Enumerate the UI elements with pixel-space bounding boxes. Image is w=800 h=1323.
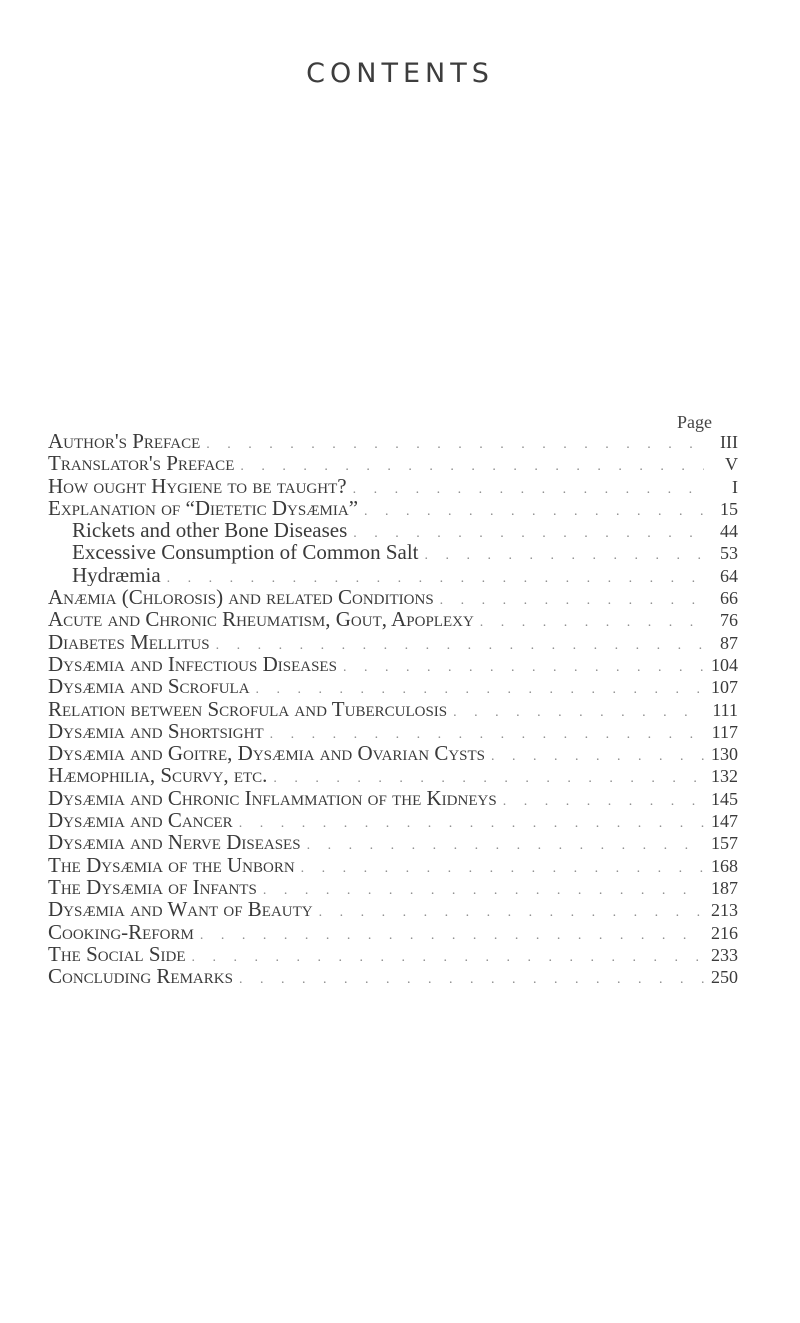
toc-entry-page-number: 145 [711, 788, 738, 809]
toc-entry-page-number: I [732, 476, 738, 497]
toc-entry-title: Author's Preface [48, 430, 201, 453]
dot-leader [192, 947, 705, 965]
dot-leader [503, 791, 704, 809]
toc-entry [48, 787, 738, 809]
toc-entry [48, 631, 738, 653]
toc-entry [48, 653, 738, 675]
toc-entry-page-number: 76 [720, 610, 738, 631]
dot-leader [343, 657, 704, 675]
toc-entry [48, 854, 738, 876]
toc-entry-title: The Social Side [48, 942, 186, 966]
toc-entry-page-number: 157 [711, 833, 738, 854]
toc-entry [48, 475, 738, 497]
toc-entry-page-number: 44 [720, 521, 738, 542]
dot-leader [167, 568, 704, 586]
dot-leader [273, 768, 704, 786]
toc-entry [48, 452, 738, 474]
dot-leader [256, 679, 704, 697]
toc-entry [48, 764, 738, 786]
dot-leader [353, 479, 704, 497]
toc-entry [48, 430, 738, 452]
toc-entry-page-number: 216 [711, 922, 738, 943]
dot-leader [200, 925, 704, 943]
toc-entry [48, 876, 738, 898]
dot-leader [353, 523, 704, 541]
dot-leader [491, 746, 704, 764]
toc-entry-page-number: 250 [711, 967, 738, 988]
dot-leader [240, 456, 704, 474]
toc-entry-page-number: 111 [712, 699, 738, 720]
toc-entry-title: Translator's Preface [48, 452, 235, 475]
toc-entry [48, 742, 738, 764]
toc-entry [48, 943, 738, 965]
toc-entry-page-number: 104 [711, 654, 738, 675]
dot-leader [239, 969, 704, 987]
toc-entry-title: Diabetes Mellitus [48, 630, 210, 653]
toc-entry-title: Explanation of “Dietetic Dysæmia” [48, 496, 359, 520]
dot-leader [440, 590, 704, 608]
toc-entry-page-number: V [725, 454, 738, 475]
toc-entry-title: The Dysæmia of the Unborn [48, 853, 295, 876]
toc-entry-title: Dysæmia and Want of Beauty [48, 898, 313, 921]
dot-leader [216, 635, 704, 653]
toc-entry-page-number: 53 [720, 543, 738, 564]
toc-entry [48, 564, 738, 586]
toc-entry-page-number: 233 [711, 944, 738, 965]
toc-entry-title: Excessive Consumption of Common Salt [72, 541, 419, 564]
toc-entry-title: Concluding Remarks [48, 965, 233, 988]
toc-entry-page-number: 107 [711, 677, 738, 698]
dot-leader [319, 902, 704, 920]
toc-entry-title: Rickets and other Bone Diseases [72, 519, 348, 542]
page-column-label: Page [677, 412, 712, 432]
toc-entry [48, 965, 738, 987]
toc-entry-title: Dysæmia and Goitre, Dysæmia and Ovarian Cysts [48, 742, 486, 765]
toc-entry-title: The Dysæmia of Infants [48, 875, 257, 899]
toc-entry-page-number: 168 [711, 855, 738, 876]
dot-leader [480, 612, 704, 630]
toc-entry-title: Dysæmia and Cancer [48, 809, 233, 832]
toc-entry-title: Relation between Scrofula and Tuberculosis [48, 697, 448, 720]
toc-entry-page-number: 117 [711, 721, 738, 742]
toc-entry [48, 608, 738, 630]
toc-entry-page-number: 15 [720, 498, 738, 519]
dot-leader [364, 501, 704, 519]
toc-entry-page-number: 147 [711, 811, 738, 832]
toc-entry-title: Hæmophilia, Scurvy, etc. [48, 764, 268, 787]
dot-leader [453, 702, 704, 720]
toc-entry [48, 720, 738, 742]
toc-entry-page-number: 66 [720, 588, 738, 609]
toc-entry-page-number: 87 [720, 632, 738, 653]
toc-entry [48, 519, 738, 541]
dot-leader [239, 813, 704, 831]
toc-entry-page-number: 132 [711, 766, 738, 787]
dot-leader [301, 858, 704, 876]
toc-entry-title: Dysæmia and Chronic Inflammation of the Kidneys [48, 786, 497, 810]
toc-entry-page-number: 213 [711, 900, 738, 921]
toc-entry-title: Cooking-Reform [48, 920, 194, 943]
toc-entry-page-number: 187 [711, 877, 738, 898]
toc-entry [48, 497, 738, 519]
dot-leader [206, 434, 704, 452]
toc-entry [48, 898, 738, 920]
page-title: CONTENTS [306, 58, 494, 89]
dot-leader [307, 835, 704, 853]
toc-entry-title: How ought Hygiene to be taught? [48, 474, 347, 497]
dot-leader [425, 545, 705, 563]
toc-entry [48, 809, 738, 831]
table-of-contents [48, 430, 738, 987]
toc-entry [48, 541, 738, 563]
toc-entry-page-number: III [720, 432, 738, 452]
toc-entry-title: Anæmia (Chlorosis) and related Conditions [48, 586, 434, 609]
dot-leader [263, 880, 704, 898]
toc-entry-page-number: 64 [720, 565, 738, 586]
toc-entry-title: Dysæmia and Nerve Diseases [48, 831, 301, 854]
toc-entry [48, 698, 738, 720]
toc-entry-title: Acute and Chronic Rheumatism, Gout, Apoplexy [48, 608, 474, 631]
toc-entry [48, 921, 738, 943]
toc-entry-title: Dysæmia and Shortsight [48, 719, 264, 743]
toc-entry-title: Dysæmia and Infectious Diseases [48, 652, 337, 676]
toc-entry [48, 675, 738, 697]
toc-entry-page-number: 130 [711, 744, 738, 765]
toc-entry [48, 586, 738, 608]
toc-entry-title: Dysæmia and Scrofula [48, 675, 250, 698]
toc-entry-title: Hydræmia [72, 563, 161, 587]
toc-entry [48, 831, 738, 853]
dot-leader [270, 724, 704, 742]
